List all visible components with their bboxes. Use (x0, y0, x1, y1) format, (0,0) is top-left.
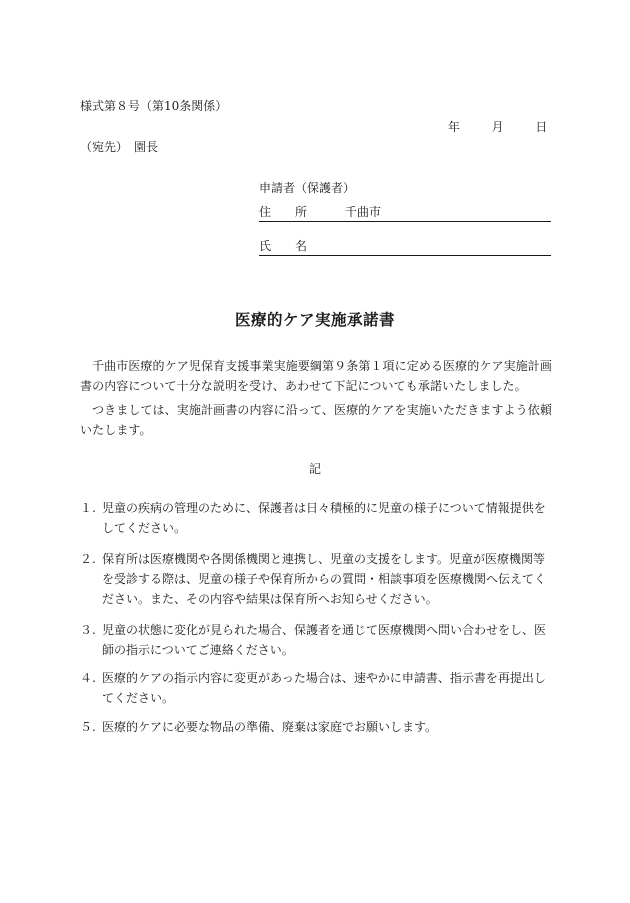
name-field[interactable] (259, 237, 551, 256)
list-item (80, 668, 552, 708)
list-item (80, 717, 552, 737)
date-year: 年 (448, 120, 461, 134)
list-item-number: ５. (80, 720, 96, 734)
address-label: 住 所 (259, 205, 308, 219)
applicant-heading: 申請者（保護者） (259, 181, 356, 195)
addressee: （宛先） 園長 (80, 140, 159, 154)
date-day: 日 (535, 120, 548, 134)
list-item (80, 549, 552, 609)
list-item-text: 児童の状態に変化が見られた場合、保護者を通じて医療機関へ問い合わせをし、医師の指示についてご連絡ください。 (102, 623, 547, 657)
list-item-text: 保育所は医療機関や各関係機関と連携し、児童の支援をします。児童が医療機関等を受診する際は、児童の様子や保育所からの質問・相談事項を医療機関へ伝えてください。また、その内容や結果は保育所へお知らせください。 (102, 552, 547, 606)
name-label: 氏 名 (259, 239, 308, 253)
form-number: 様式第８号（第10条関係） (80, 99, 228, 113)
date-month: 月 (491, 120, 504, 134)
list-item-number: ３. (80, 623, 96, 637)
body-paragraph-1: 千曲市医療的ケア児保育支援事業実施要綱第９条第１項に定める医療的ケア実施計画書の内容について十分な説明を受け、あわせて下記についても承諾いたしました。 (80, 359, 552, 393)
address-value: 千曲市 (345, 205, 382, 219)
date-line (448, 118, 547, 135)
ki-heading: 記 (308, 462, 321, 476)
list-item-text: 児童の疾病の管理のために、保護者は日々積極的に児童の様子について情報提供をしてください。 (102, 501, 546, 535)
body-paragraph-2: つきましては、実施計画書の内容に沿って、医療的ケアを実施いただきますよう依頼いたします。 (80, 403, 552, 437)
list-item-text: 医療的ケアの指示内容に変更があった場合は、速やかに申請書、指示書を再提出してください。 (102, 671, 546, 705)
document-title: 医療的ケア実施承諾書 (234, 310, 395, 329)
list-item-number: ４. (80, 671, 96, 685)
list-item-number: １. (80, 501, 96, 515)
list-item-text: 医療的ケアに必要な物品の準備、廃棄は家庭でお願いします。 (102, 720, 438, 734)
address-field[interactable] (259, 203, 551, 222)
list-item (80, 498, 552, 538)
list-item (80, 620, 552, 660)
list-item-number: ２. (80, 552, 96, 566)
